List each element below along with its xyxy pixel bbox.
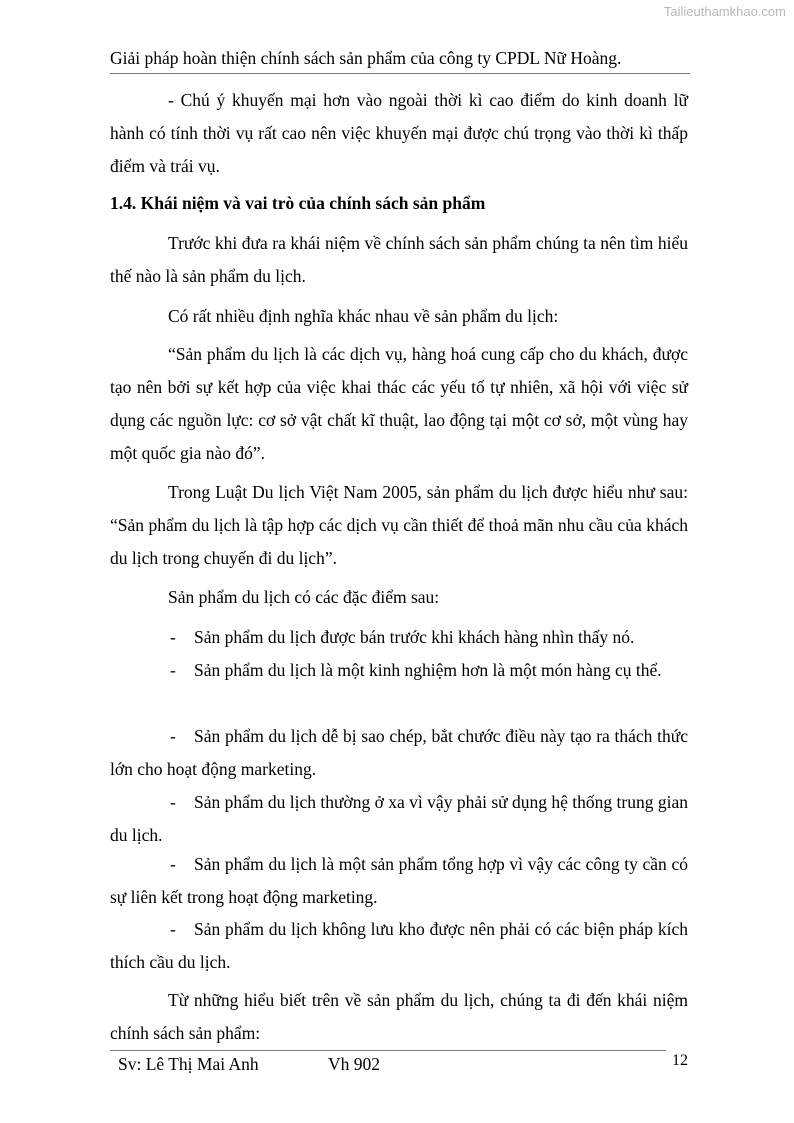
footer-rule (110, 1050, 666, 1051)
page-number: 12 (672, 1052, 688, 1069)
bullet-text: Sản phẩm du lịch là một sản phẩm tổng hợp vì vậy các công ty cần có sự liên kết trong hoạt động marketing. (110, 854, 688, 907)
bullet-text: Sản phẩm du lịch là một kinh nghiệm hơn là một món hàng cụ thể. (194, 660, 662, 680)
bullet-item (110, 848, 688, 914)
bullet-item (110, 786, 688, 852)
bullet-dash: - (170, 660, 176, 680)
bullet-text: Sản phẩm du lịch dễ bị sao chép, bắt chước điều này tạo ra thách thức lớn cho hoạt động marketing. (110, 726, 688, 779)
header-rule (110, 73, 690, 74)
paragraph: - Chú ý khuyến mại hơn vào ngoài thời kì cao điểm do kinh doanh lữ hành có tính thời vụ rất cao nên việc khuyến mại được chú trọng vào thời kì thấp điểm và trái vụ. (110, 90, 688, 176)
footer-class: Vh 902 (328, 1054, 381, 1074)
bullet-dash: - (170, 919, 176, 939)
bullet-dash: - (170, 726, 176, 746)
paragraph: Từ những hiểu biết trên về sản phẩm du lịch, chúng ta đi đến khái niệm chính sách sản phẩm: (110, 990, 688, 1043)
running-header: Giải pháp hoàn thiện chính sách sản phẩm của công ty CPDL Nữ Hoàng. (110, 48, 622, 68)
bullet-dash: - (170, 792, 176, 812)
bullet-item (110, 654, 688, 687)
paragraph: Có rất nhiều định nghĩa khác nhau về sản phẩm du lịch: (168, 306, 559, 326)
bullet-text: Sản phẩm du lịch không lưu kho được nên phải có các biện pháp kích thích cầu du lịch. (110, 919, 688, 972)
paragraph: Trước khi đưa ra khái niệm về chính sách sản phẩm chúng ta nên tìm hiểu thế nào là sản phẩm du lịch. (110, 233, 688, 286)
paragraph: Sản phẩm du lịch có các đặc điểm sau: (168, 587, 440, 607)
watermark: Tailieuthamkhao.com (663, 4, 786, 19)
bullet-text: Sản phẩm du lịch được bán trước khi khách hàng nhìn thấy nó. (194, 627, 635, 647)
bullet-item (110, 621, 688, 654)
bullet-item (110, 913, 688, 979)
footer-student: Sv: Lê Thị Mai Anh (118, 1054, 259, 1074)
quote-paragraph: “Sản phẩm du lịch là các dịch vụ, hàng hoá cung cấp cho du khách, được tạo nên bởi sự kết hợp của việc khai thác các yếu tố tự nhiên, xã hội với việc sử dụng các nguồn lực: cơ sở vật chất kĩ thuật, lao động tại một cơ sở, một vùng hay một quốc gia nào đó”. (110, 344, 688, 463)
section-heading: 1.4. Khái niệm và vai trò của chính sách sản phẩm (110, 193, 486, 213)
paragraph: Trong Luật Du lịch Việt Nam 2005, sản phẩm du lịch được hiểu như sau: “Sản phẩm du lịch là tập hợp các dịch vụ cần thiết để thoả mãn nhu cầu của khách du lịch trong chuyến đi du lịch”. (110, 482, 688, 568)
bullet-text: Sản phẩm du lịch thường ở xa vì vậy phải sử dụng hệ thống trung gian du lịch. (110, 792, 688, 845)
bullet-dash: - (170, 854, 176, 874)
bullet-dash: - (170, 627, 176, 647)
bullet-item (110, 720, 688, 786)
